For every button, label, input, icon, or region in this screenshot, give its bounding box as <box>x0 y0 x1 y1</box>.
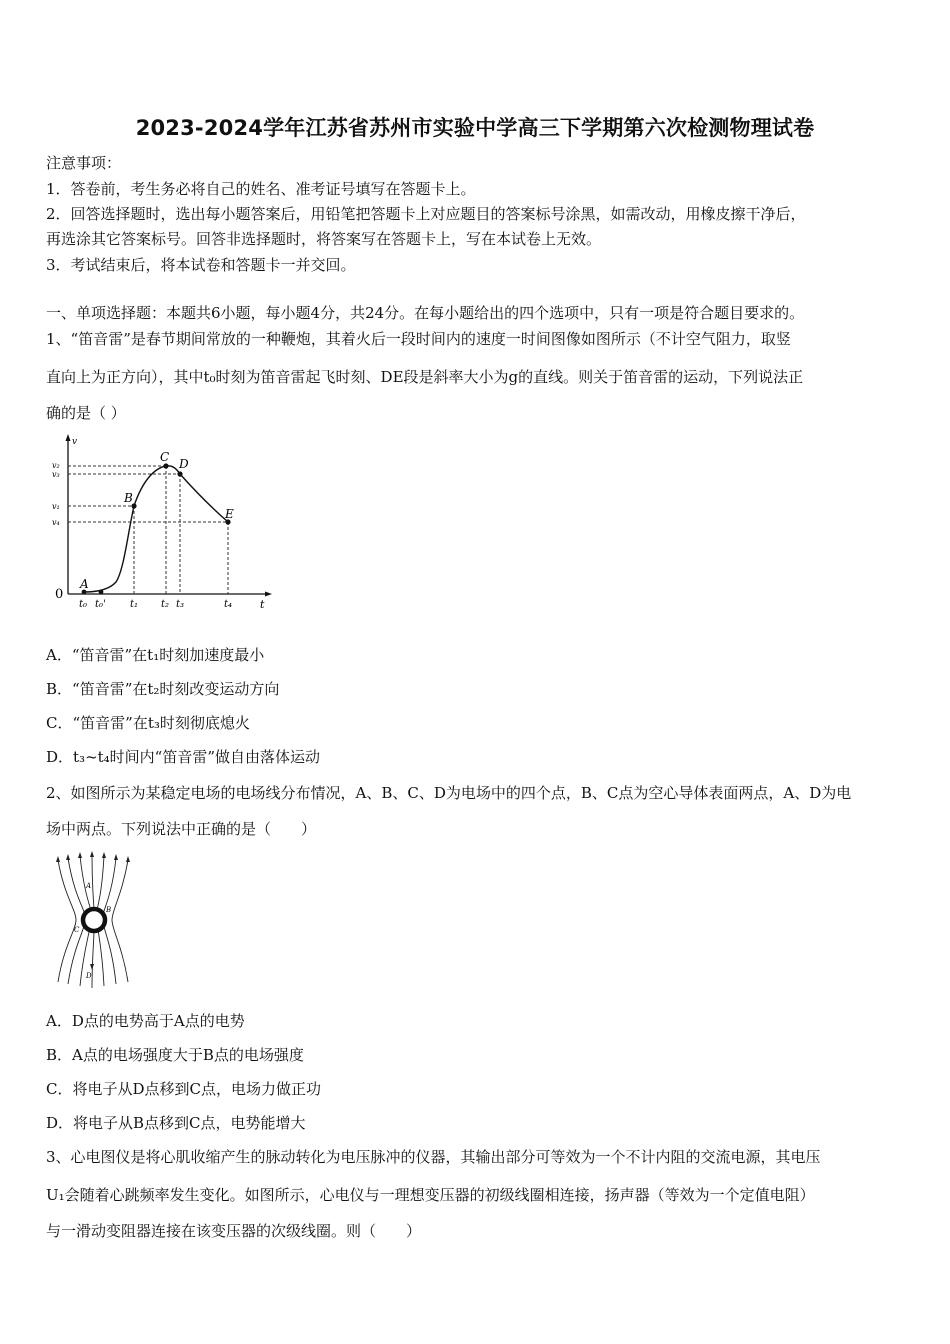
question-1-option-c: C．“笛音雷”在t₃时刻彻底熄火 <box>46 714 250 732</box>
page-title: 2023-2024学年江苏省苏州市实验中学高三下学期第六次检测物理试卷 <box>135 116 815 140</box>
axis-label-t: t <box>260 598 265 611</box>
field-label-c: C <box>74 926 80 934</box>
field-label-d: D <box>86 972 92 980</box>
question-2-option-c: C．将电子从D点移到C点，电场力做正功 <box>46 1080 321 1098</box>
point-label-c: C <box>160 450 170 464</box>
question-2-text: 场中两点。下列说法中正确的是（ ） <box>46 820 317 838</box>
point-label-b: B <box>124 491 133 505</box>
tick-t3: t₃ <box>176 599 185 610</box>
field-label-b: B <box>106 906 112 914</box>
question-1-option-d: D．t₃~t₄时间内“笛音雷”做自由落体运动 <box>46 748 321 766</box>
tick-v3: v₃ <box>52 470 60 479</box>
point-label-e: E <box>225 507 234 521</box>
point-label-a: A <box>80 577 89 591</box>
question-1-text: 直向上为正方向），其中t₀时刻为笛音雷起飞时刻、DE段是斜率大小为g的直线。则关于笛音雷的运动，下列说法正 <box>46 368 804 386</box>
question-1-option-b: B．“笛音雷”在t₂时刻改变运动方向 <box>46 680 280 698</box>
question-1-text: 1、“笛音雷”是春节期间常放的一种鞭炮，其着火后一段时间内的速度一时间图像如图所示（不计空气阻力，取竖 <box>46 330 791 348</box>
tick-v2: v₂ <box>52 461 60 470</box>
axis-label-v: v <box>72 437 78 447</box>
notice-item: 1．答卷前，考生务必将自己的姓名、准考证号填写在答题卡上。 <box>46 180 476 198</box>
velocity-time-graph <box>46 432 276 612</box>
question-2-option-a: A．D点的电势高于A点的电势 <box>46 1012 245 1030</box>
tick-t4: t₄ <box>224 599 233 610</box>
question-2-option-d: D．将电子从B点移到C点，电势能增大 <box>46 1114 306 1132</box>
tick-v1: v₁ <box>52 502 60 511</box>
origin-label: 0 <box>55 587 64 602</box>
question-1-text: 确的是（ ） <box>46 404 126 422</box>
notice-item: 3．考试结束后，将本试卷和答题卡一并交回。 <box>46 256 356 274</box>
point-label-d: D <box>179 457 189 471</box>
section-heading: 一、单项选择题：本题共6小题，每小题4分，共24分。在每小题给出的四个选项中，只有一项是符合题目要求的。 <box>46 304 805 322</box>
tick-t0: t₀ <box>79 599 88 610</box>
field-label-a: A <box>86 882 92 890</box>
question-3-text: 3、心电图仪是将心肌收缩产生的脉动转化为电压脉冲的仪器，其输出部分可等效为一个不计内阻的交流电源，其电压 <box>46 1148 821 1166</box>
notice-item: 2．回答选择题时，选出每小题答案后，用铅笔把答题卡上对应题目的答案标号涂黑，如需改动，用橡皮擦干净后， <box>46 205 806 223</box>
tick-t2: t₂ <box>161 599 170 610</box>
electric-field-figure <box>46 850 146 990</box>
question-2-option-b: B．A点的电场强度大于B点的电场强度 <box>46 1046 304 1064</box>
tick-t0-prime: t₀' <box>95 599 106 610</box>
notice-item: 再选涂其它答案标号。回答非选择题时，将答案写在答题卡上，写在本试卷上无效。 <box>46 230 602 248</box>
question-3-text: U₁会随着心跳频率发生变化。如图所示，心电仪与一理想变压器的初级线圈相连接，扬声器（等效为一个定值电阻） <box>46 1186 815 1204</box>
tick-v4: v₄ <box>52 518 60 527</box>
question-2-text: 2、如图所示为某稳定电场的电场线分布情况，A、B、C、D为电场中的四个点，B、C点为空心导体表面两点，A、D为电 <box>46 784 852 802</box>
question-3-text: 与一滑动变阻器连接在该变压器的次级线圈。则（ ） <box>46 1222 422 1240</box>
question-1-option-a: A．“笛音雷”在t₁时刻加速度最小 <box>46 646 265 664</box>
tick-t1: t₁ <box>130 599 139 610</box>
notice-heading: 注意事项： <box>46 154 122 172</box>
